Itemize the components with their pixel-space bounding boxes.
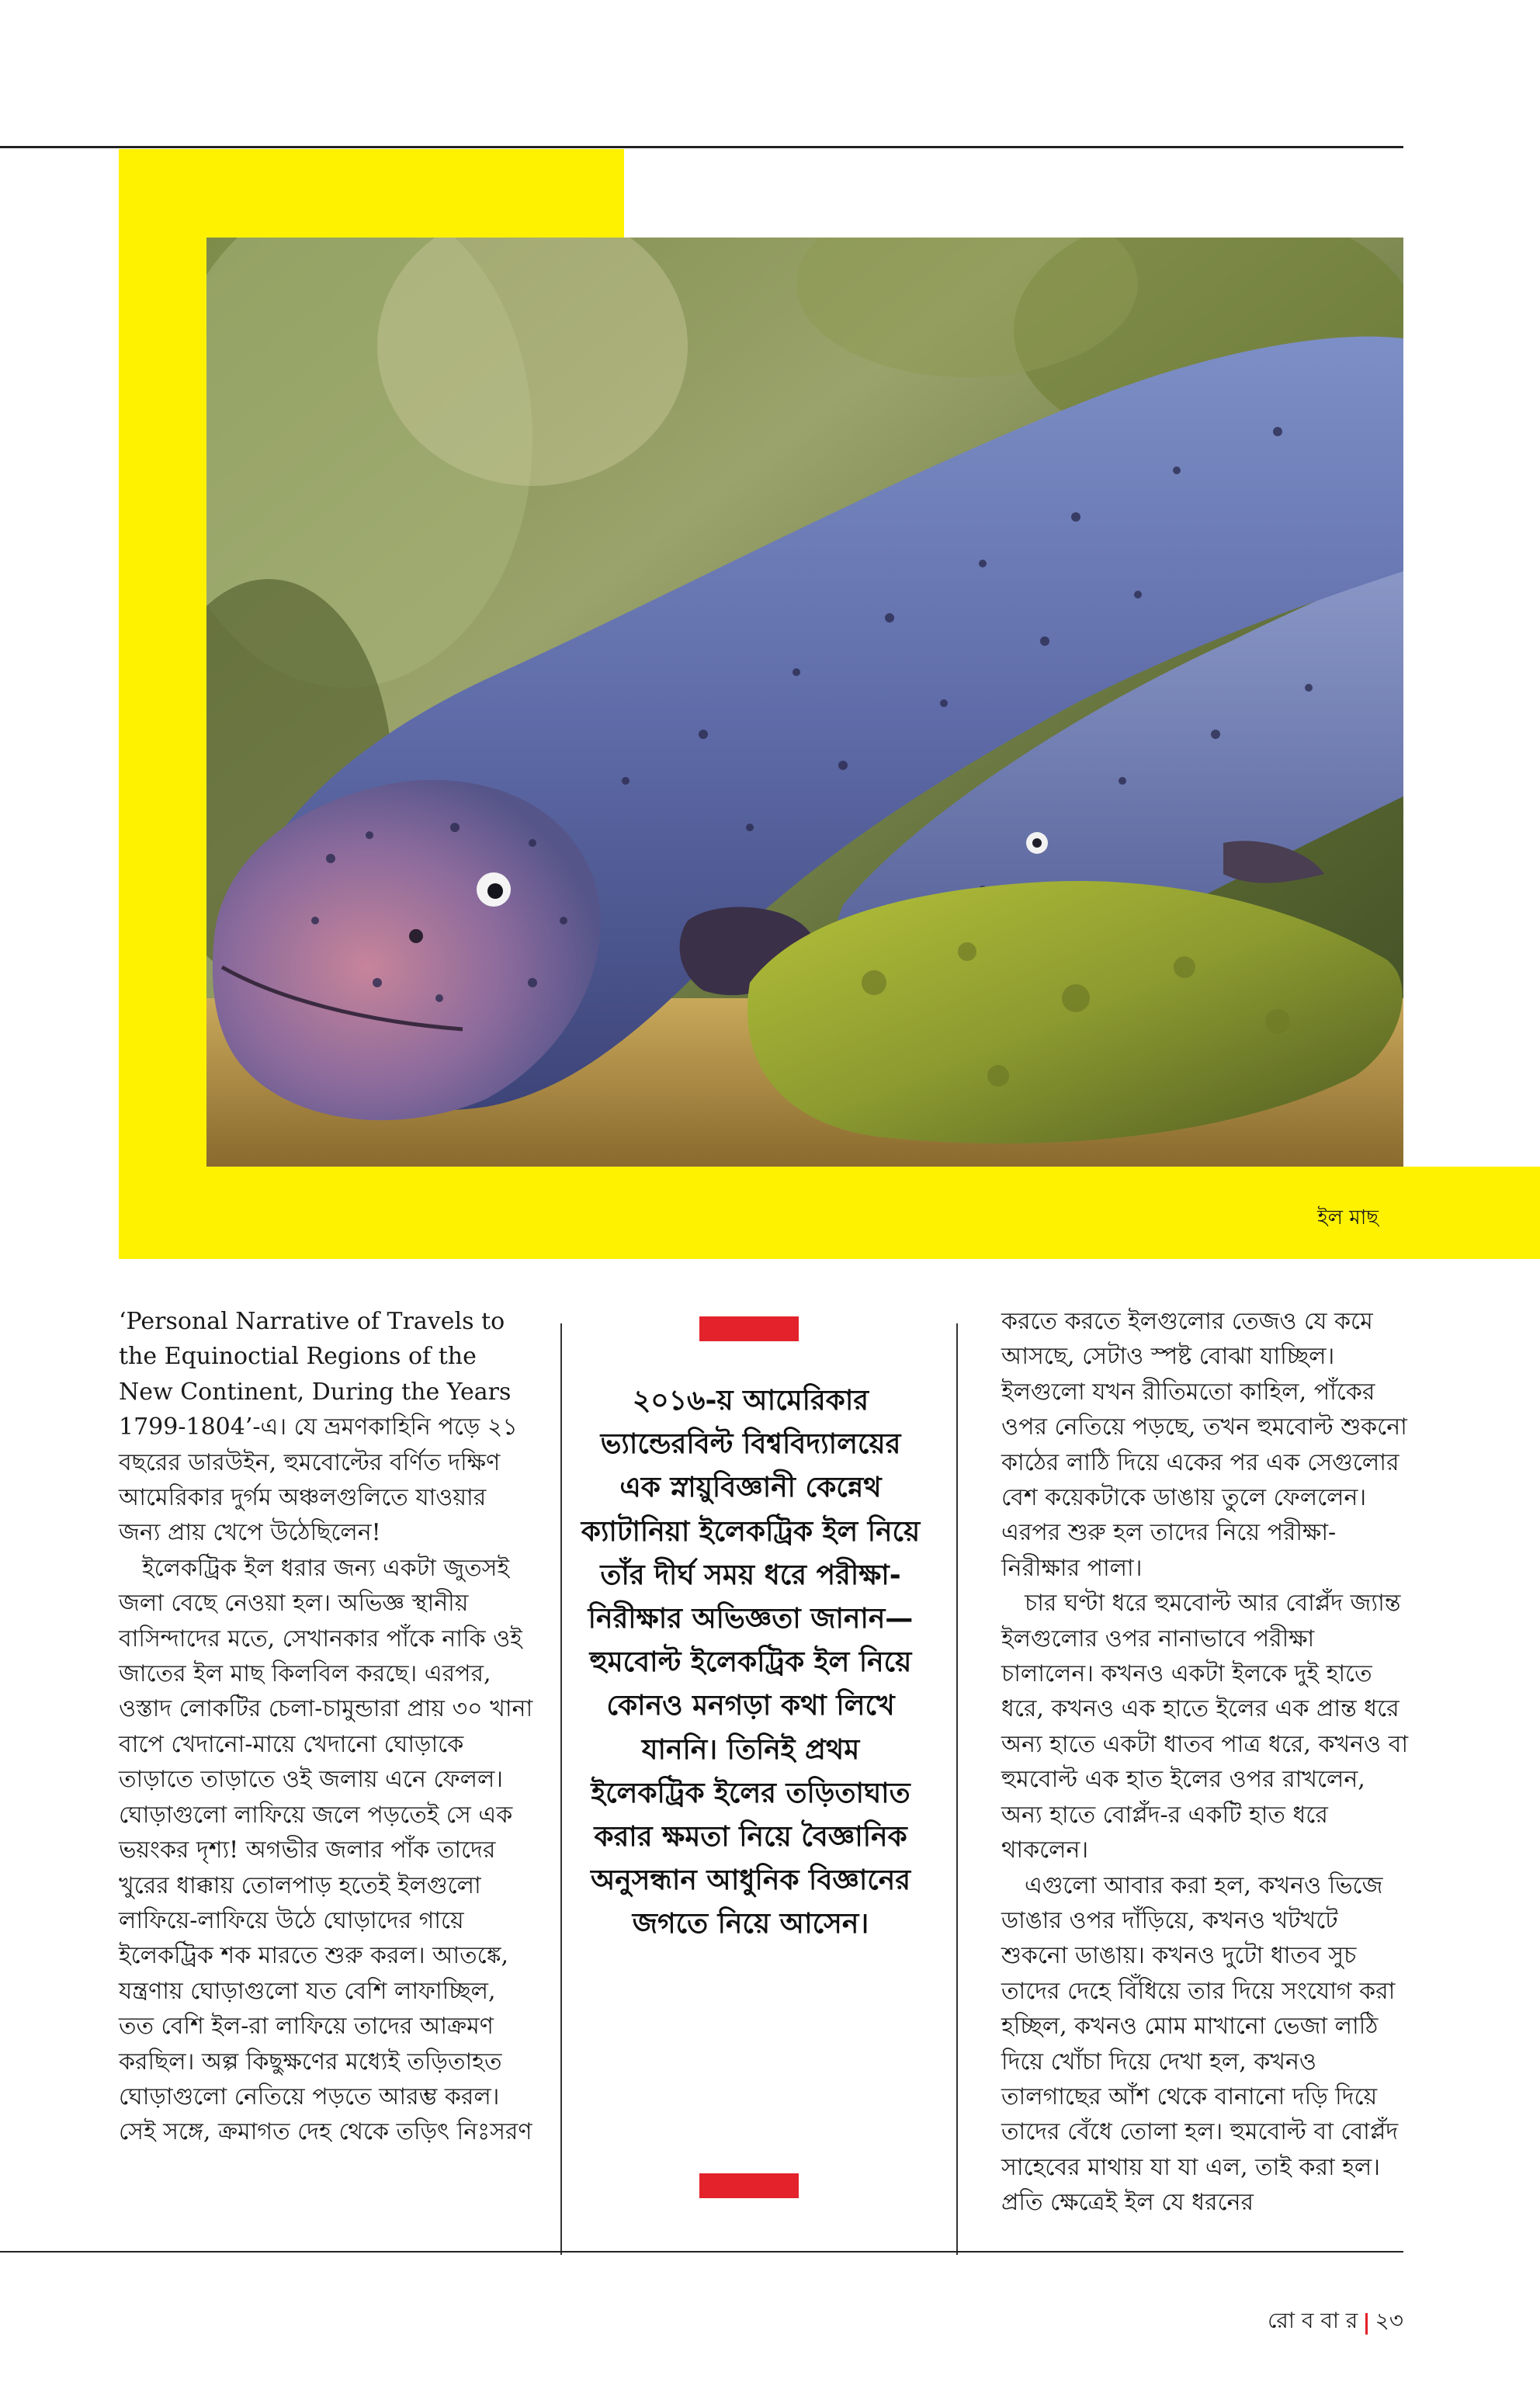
magazine-name: রো ব বা র — [1268, 2308, 1358, 2333]
top-rule — [0, 146, 1403, 148]
bottom-rule — [0, 2251, 1403, 2253]
pull-quote: ২০১৬-য় আমেরিকার ভ্যান্ডেরবিল্ট বিশ্ববিদ্যালয়ের এক স্নায়ুবিজ্ঞানী কেন্নেথ ক্যাটানিয়া ইলেকট্রিক ইল নিয়ে তাঁর দীর্ঘ সময় ধরে পরীক্ষা-নিরীক্ষার অভিজ্ঞতা জানান— হুমবোল্ট ইলেকট্রিক ইল নিয়ে কোনও মনগড়া কথা লিখে যাননি। তিনিই প্রথম ইলেকট্রিক ইলের তড়িতাঘাত করার ক্ষমতা নিয়ে বৈজ্ঞানিক অনুসন্ধান আধুনিক বিজ্ঞানের জগতে নিয়ে আসেন। — [581, 1385, 921, 1940]
left-paragraph-1: ‘Personal Narrative of Travels to the Equinoctial Regions of the New Continent, During the Years 1799-1804’-এ। যে ভ্রমণকাহিনি পড়ে ২১ বছরের ডারউইন, হুমবোল্টের বর্ণিত দক্ষিণ আমেরিকার দুর্গম অঞ্চলগুলিতে যাওয়ার জন্য প্রায় খেপে উঠেছিলেন! — [119, 1308, 518, 1547]
yellow-left-strip — [119, 233, 206, 1259]
left-column — [119, 1304, 534, 2150]
yellow-top-block — [119, 149, 624, 241]
image-caption: ইল মাছ — [1317, 1206, 1379, 1229]
pullquote-bottom-bar — [699, 2173, 799, 2198]
right-paragraph-2: চার ঘণ্টা ধরে হুমবোল্ট আর বোপ্লঁদ জ্যান্ত ইলগুলোর ওপর নানাভাবে পরীক্ষা চালালেন। কখনও একটা ইলকে দুই হাতে ধরে, কখনও এক হাতে ইলের এক প্রান্ত ধরে অন্য হাতে একটা ধাতব পাত্র ধরে, কখনও বা হুমবোল্ট এক হাত ইলের ওপর রাখলেন, অন্য হাতে বোপ্লঁদ-র একটি হাত ধরে থাকলেন। — [1001, 1590, 1409, 1864]
right-paragraph-3: এগুলো আবার করা হল, কখনও ভিজে ডাঙার ওপর দাঁড়িয়ে, কখনও খটখটে শুকনো ডাঙায়। কখনও দুটো ধাতব সুচ তাদের দেহে বিঁধিয়ে তার দিয়ে সংযোগ করা হচ্ছিল, কখনও মোম মাখানো ভেজা লাঠি দিয়ে খোঁচা দিয়ে দেখা হল, কখনও তালগাছের আঁশ থেকে বানানো দড়ি দিয়ে তাদের বেঁধে তোলা হল। হুমবোল্ট বা বোপ্লঁদ সাহেবের মাথায় যা যা এল, তাই করা হল। প্রতি ক্ষেত্রেই ইল যে ধরনের — [1001, 1871, 1399, 2217]
right-paragraph-1: করতে করতে ইলগুলোর তেজও যে কমে আসছে, সেটাও স্পষ্ট বোঝা যাচ্ছিল। ইলগুলো যখন রীতিমতো কাহিল, পাঁকের ওপর নেতিয়ে পড়ছে, তখন হুমবোল্ট শুকনো কাঠের লাঠি দিয়ে একের পর এক সেগুলোর বেশ কয়েকটাকে ডাঙায় তুলে ফেললেন। এরপর শুরু হল তাদের নিয়ে পরীক্ষা-নিরীক্ষার পালা। — [1001, 1308, 1407, 1582]
page-number: ২৩ — [1375, 2308, 1403, 2333]
page-footer — [1268, 2304, 1403, 2340]
right-column — [1001, 1304, 1411, 2221]
column-divider-right — [956, 1323, 958, 2255]
pullquote-top-bar — [699, 1316, 799, 1341]
electric-eel-photo — [206, 238, 1403, 1167]
footer-separator: | — [1362, 2309, 1371, 2335]
left-paragraph-2: ইলেকট্রিক ইল ধরার জন্য একটা জুতসই জলা বেছে নেওয়া হল। অভিজ্ঞ স্থানীয় বাসিন্দাদের মতে, সেখানকার পাঁকে নাকি ওই জাতের ইল মাছ কিলবিল করছে। এরপর, ওস্তাদ লোকটির চেলা-চামুন্ডারা প্রায় ৩০ খানা বাপে খেদানো-মায়ে খেদানো ঘোড়াকে তাড়াতে তাড়াতে ওই জলায় এনে ফেলল। ঘোড়াগুলো লাফিয়ে জলে পড়তেই সে এক ভয়ংকর দৃশ্য! অগভীর জলার পাঁক তাদের খুরের ধাক্কায় তোলপাড় হতেই ইলগুলো লাফিয়ে-লাফিয়ে উঠে ঘোড়াদের গায়ে ইলেকট্রিক শক মারতে শুরু করল। আতঙ্কে, যন্ত্রণায় ঘোড়াগুলো যত বেশি লাফাচ্ছিল, তত বেশি ইল-রা লাফিয়ে তাদের আক্রমণ করছিল। অল্প কিছুক্ষণের মধ্যেই তড়িতাহত ঘোড়াগুলো নেতিয়ে পড়তে আরম্ভ করল। সেই সঙ্গে, ক্রমাগত দেহ থেকে তড়িৎ নিঃসরণ — [119, 1554, 533, 2146]
electric-eel-illustration — [206, 238, 1403, 1167]
column-divider-left — [560, 1323, 562, 2255]
